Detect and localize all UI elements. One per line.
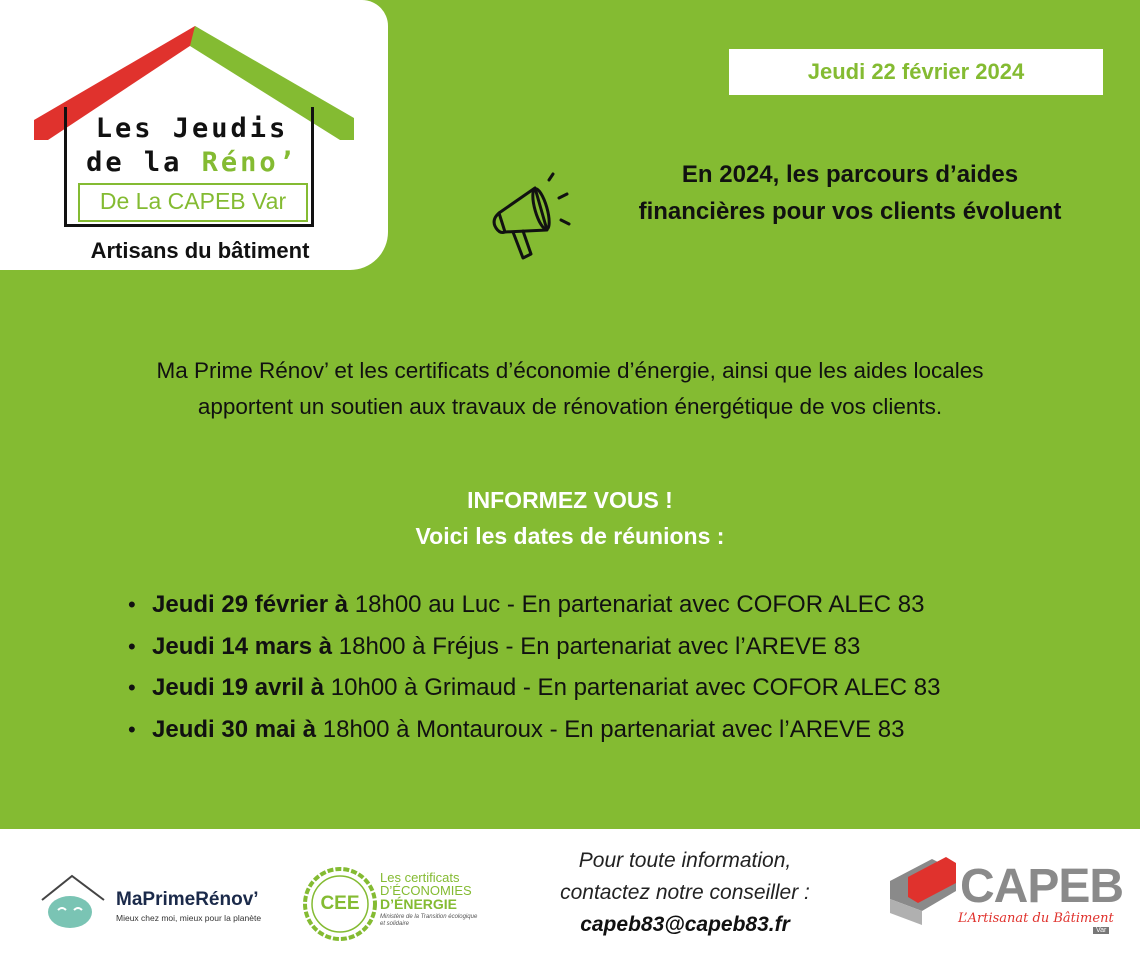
- meeting-date: Jeudi 30 mai à: [152, 715, 317, 743]
- contact-email[interactable]: capeb83@capeb83.fr: [580, 913, 790, 936]
- meeting-date: Jeudi 14 mars à: [152, 632, 333, 660]
- list-item: [128, 709, 940, 751]
- capeb-cube-icon: [886, 841, 966, 931]
- maprimerenov-name: MaPrimeRénov’: [116, 889, 259, 910]
- capeb-region: Var: [1093, 927, 1109, 934]
- list-item: [128, 626, 940, 668]
- headline: En 2024, les parcours d’aides financières pour vos clients évoluent: [638, 161, 1062, 225]
- cee-label: Les certificats D’ÉCONOMIES D’ÉNERGIE Ministère de la Transition écologique et solidaire: [380, 870, 478, 927]
- meeting-details: 18h00 au Luc - En partenariat avec COFOR ALEC 83: [348, 591, 925, 618]
- logo-title: Les Jeudis de la Réno’: [86, 113, 298, 178]
- meeting-date: Jeudi 29 février à: [152, 591, 349, 618]
- meeting-details: 18h00 à Montauroux - En partenariat avec l’AREVE 83: [316, 715, 905, 743]
- cee-badge: CEE: [320, 893, 360, 914]
- meetings-list: [128, 584, 940, 750]
- megaphone-icon: [487, 168, 582, 263]
- intro-paragraph: Ma Prime Rénov’ et les certificats d’économie d’énergie, ainsi que les aides locales apportent un soutien aux travaux de rénovation énergétique de vos clients.: [156, 358, 984, 419]
- logo-card: [0, 0, 388, 270]
- logo-title-accent: Réno’: [201, 147, 298, 178]
- capeb-name: CAPEB: [960, 860, 1124, 913]
- maprimerenov-tagline: Mieux chez moi, mieux pour la planète: [116, 913, 262, 923]
- meeting-details: 18h00 à Fréjus - En partenariat avec l’AREVE 83: [332, 632, 861, 660]
- logo-subtitle: De La CAPEB Var: [99, 188, 287, 214]
- meeting-details: 10h00 à Grimaud - En partenariat avec COFOR ALEC 83: [324, 674, 941, 701]
- date-badge: Jeudi 22 février 2024: [729, 49, 1103, 95]
- capeb-tagline: L’Artisanat du Bâtiment: [958, 911, 1114, 926]
- logo-tagline: Artisans du bâtiment: [90, 238, 310, 263]
- maprimerenov-logo-icon: [40, 872, 110, 932]
- list-item: [128, 584, 940, 626]
- contact-block: Pour toute information, contactez notre conseiller : capeb83@capeb83.fr: [490, 845, 880, 941]
- footer: [0, 829, 1140, 955]
- call-to-action: INFORMEZ VOUS ! Voici les dates de réunions :: [415, 487, 725, 549]
- meeting-date: Jeudi 19 avril à: [152, 674, 325, 701]
- list-item: [128, 667, 940, 709]
